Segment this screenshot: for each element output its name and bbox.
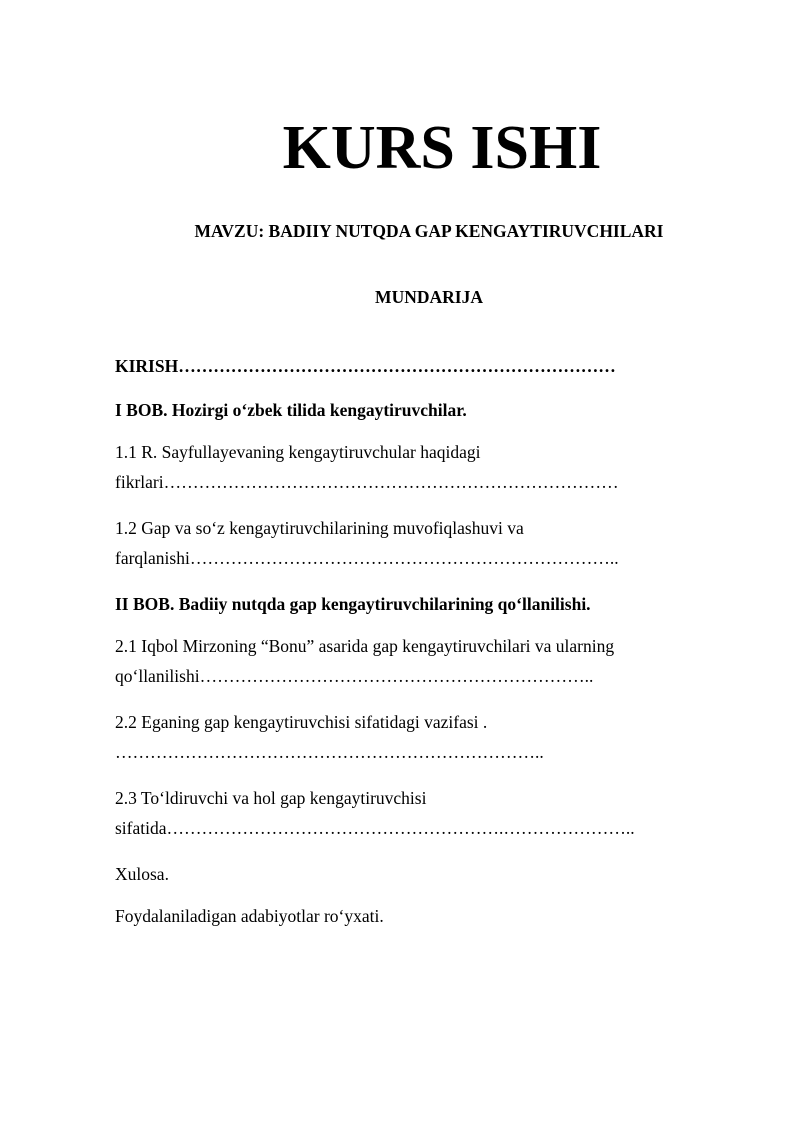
toc-entry-1-2: 1.2 Gap va so‘z kengaytiruvchilarining muvofiqlashuvi va	[115, 518, 524, 538]
toc-entry-2-3-continued: sifatida………………………………………………….…………………..	[115, 818, 635, 838]
toc-entry-conclusion: Xulosa.	[115, 864, 169, 884]
toc-entry-2-3: 2.3 To‘ldiruvchi va hol gap kengaytiruvchisi	[115, 788, 427, 808]
toc-entry-references: Foydalaniladigan adabiyotlar ro‘yxati.	[115, 906, 384, 926]
topic-heading: MAVZU: BADIIY NUTQDA GAP KENGAYTIRUVCHILARI	[194, 221, 664, 241]
toc-entry-chapter-2: II BOB. Badiiy nutqda gap kengaytiruvchilarining qo‘llanilishi.	[115, 594, 591, 614]
toc-entry-2-1: 2.1 Iqbol Mirzoning “Bonu” asarida gap kengaytiruvchilari va ularning	[115, 636, 615, 656]
toc-entry-chapter-1: I BOB. Hozirgi o‘zbek tilida kengaytiruvchilar.	[115, 400, 467, 420]
toc-entry-kirish: KIRISH…………………………………………………………………	[115, 356, 616, 376]
toc-entry-2-1-continued: qo‘llanilishi…………………………………………………………..	[115, 666, 594, 686]
toc-entry-1-1: 1.1 R. Sayfullayevaning kengaytiruvchular haqidagi	[115, 442, 481, 462]
toc-entry-2-2-continued: ………………………………………………………………..	[115, 742, 544, 762]
toc-heading: MUNDARIJA	[375, 287, 483, 307]
toc-entry-1-2-continued: farqlanishi………………………………………………………………..	[115, 548, 619, 568]
document-title: KURS ISHI	[282, 114, 602, 182]
toc-entry-2-2: 2.2 Eganing gap kengaytiruvchisi sifatidagi vazifasi .	[115, 712, 488, 732]
toc-entry-1-1-continued: fikrlari……………………………………………………………………	[115, 472, 619, 492]
